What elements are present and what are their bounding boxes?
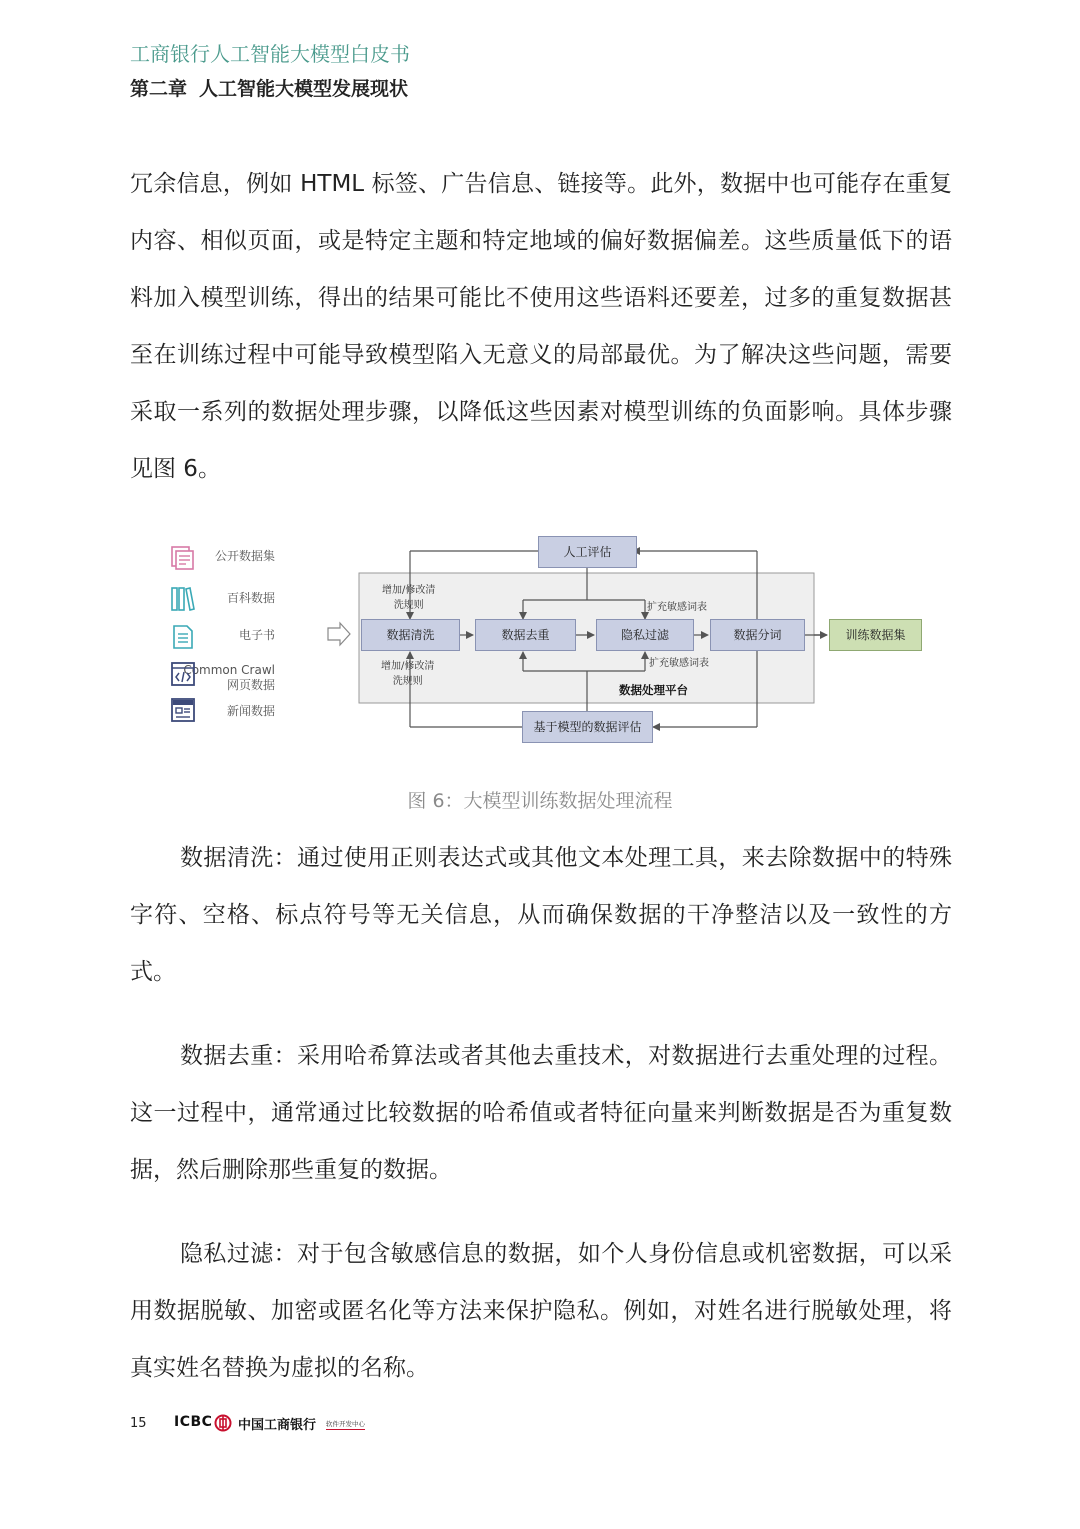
icbc-brand: ICBC [174, 1414, 213, 1430]
source-public-datasets-label: 公开数据集 [214, 549, 275, 563]
add-rules-bottom-line-1: 增加/修改清 [381, 661, 435, 672]
books-icon [170, 586, 196, 612]
department-name: 软件开发中心 [326, 1420, 365, 1428]
data-dedup-node: 数据去重 [475, 619, 576, 651]
add-rules-note-top [382, 583, 435, 613]
data-processing-flowchart [170, 530, 930, 750]
intro-paragraph: 冗余信息，例如 HTML 标签、广告信息、链接等。此外，数据中也可能存在重复内容、相似页面，或是特定主题和特定地域的偏好数据偏差。这些质量低下的语料加入模型训练，得出的结果可能比不使用这些语料还要差，过多的重复数据甚至在训练过程中可能导致模型陷入无意义的局部最优。为了解决这些问题，需要采取一系列的数据处理步骤，以降低这些因素对模型训练的负面影响。具体步骤见图 6。 [130, 171, 952, 482]
training-dataset-node: 训练数据集 [829, 619, 922, 651]
add-rules-top-line-2: 洗规则 [393, 600, 424, 611]
source-encyclopedia-label: 百科数据 [226, 591, 275, 605]
commoncrawl-line-1: Common Crawl [183, 663, 275, 677]
model-based-evaluation-node: 基于模型的数据评估 [522, 711, 653, 743]
page-number: 15 [130, 1416, 147, 1431]
expand-sensitive-words-note-top: 扩充敏感词表 [647, 602, 707, 613]
cleaning-paragraph: 数据清洗：通过使用正则表达式或其他文本处理工具，来去除数据中的特殊字符、空格、标点符号等无关信息，从而确保数据的干净整洁以及一致性的方式。 [130, 845, 952, 985]
page-footer [130, 1414, 530, 1436]
chapter-heading [130, 74, 420, 101]
dedup-paragraph: 数据去重：采用哈希算法或者其他去重技术，对数据进行去重处理的过程。这一过程中，通常通过比较数据的哈希值或者特征向量来判断数据是否为重复数据，然后删除那些重复的数据。 [130, 1043, 952, 1183]
input-arrow-icon [328, 623, 350, 645]
news-icon [170, 697, 196, 723]
privacy-paragraph: 隐私过滤：对于包含敏感信息的数据，如个人身份信息或机密数据，可以采用数据脱敏、加密或匿名化等方法来保护隐私。例如，对姓名进行脱敏处理，将真实姓名替换为虚拟的名称。 [130, 1241, 952, 1381]
ebook-icon [170, 624, 196, 650]
code-window-icon [170, 661, 196, 687]
add-rules-bottom-line-2: 洗规则 [392, 676, 423, 687]
chapter-title: 人工智能大模型发展现状 [199, 78, 409, 100]
platform-label: 数据处理平台 [619, 683, 688, 697]
bank-name: 中国工商银行 [238, 1418, 317, 1433]
add-rules-note-bottom [381, 659, 434, 689]
manual-evaluation-node: 人工评估 [538, 536, 637, 568]
source-ebooks-label: 电子书 [238, 628, 275, 642]
data-cleaning-node: 数据清洗 [361, 619, 460, 651]
add-rules-top-line-1: 增加/修改清 [382, 585, 436, 596]
privacy-filter-node: 隐私过滤 [596, 619, 694, 651]
commoncrawl-line-2: 网页数据 [226, 678, 275, 692]
document-title: 工商银行人工智能大模型白皮书 [130, 42, 410, 66]
expand-sensitive-words-note-bottom: 扩充敏感词表 [649, 658, 709, 669]
tokenization-node: 数据分词 [710, 619, 805, 651]
icbc-logo-icon [214, 1414, 232, 1432]
document-stack-icon [170, 545, 196, 571]
source-news-label: 新闻数据 [226, 704, 275, 718]
figure-caption: 图 6：大模型训练数据处理流程 [407, 790, 673, 812]
chapter-number: 第二章 [130, 78, 188, 100]
